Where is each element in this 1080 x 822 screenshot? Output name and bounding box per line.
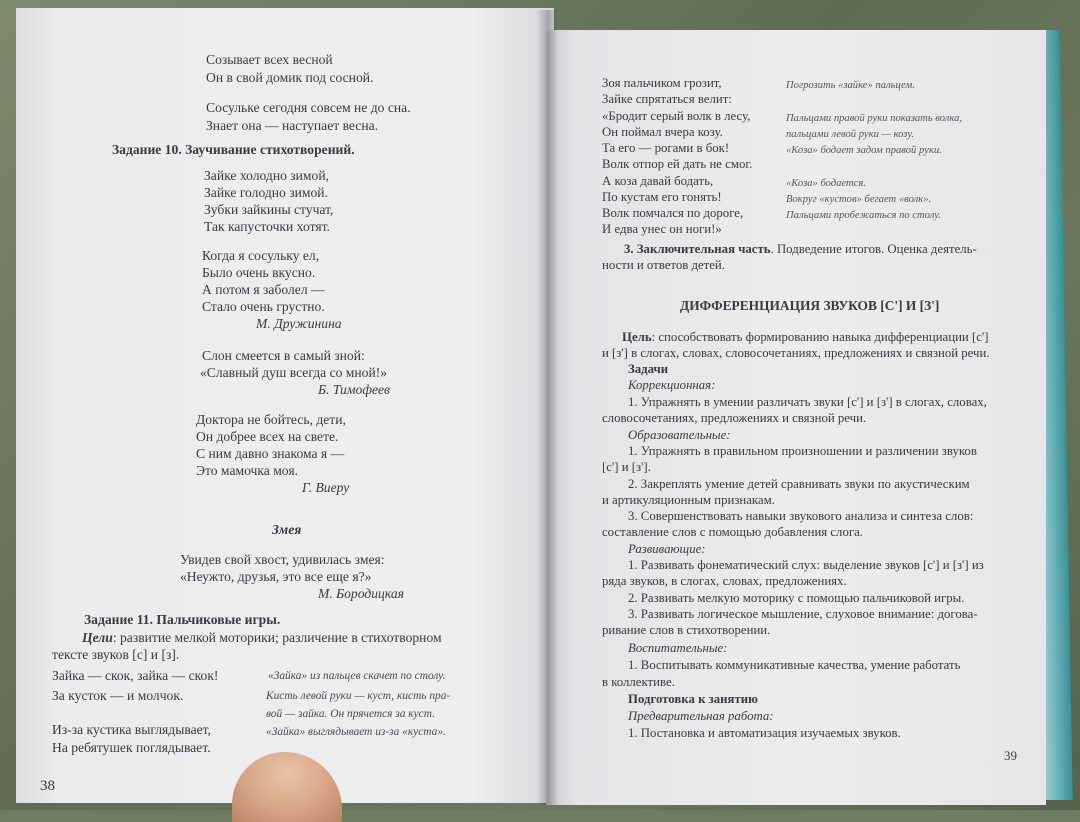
text-line: и артикуляционным признакам. [602,493,775,507]
game-note: Кисть левой руки — куст, кисть пра- [266,690,451,702]
goals-label: Цели [82,630,113,645]
rhyme-line: Волк отпор ей дать не смог. [602,157,753,171]
rhyme-line: Зоя пальчиком грозит, [602,76,722,90]
text-line: С ним давно знакома я — [196,446,345,461]
text-line: Знает она — наступает весна. [206,118,379,133]
rhyme-line: А коза давай бодать, [602,174,714,188]
text-line: Стало очень грустно. [202,299,325,314]
rhyme-line: И едва унес он ноги!» [602,222,722,236]
text-line: Когда я сосульку ел, [202,248,320,263]
rhyme-line: Волк помчался по дороге, [602,206,744,220]
text-line: «Славный душ всегда со мной!» [200,365,388,380]
text-line: Он в свой домик под сосной. [206,70,374,85]
final-part-text: . Подведение итогов. Оценка деятель- [770,242,977,256]
text-line: 1. Постановка и автоматизация изучаемых звуков. [628,726,901,740]
left-page [16,8,554,803]
text-line: Созывает всех весной [206,52,333,67]
game-note: «Зайка» из пальцев скачет по столу. [268,670,446,682]
text-line: 1. Упражнять в умении различать звуки [с'] и [з'] в слогах, словах, [628,395,987,409]
text-line: 1. Воспитывать коммуникативные качества, умение работать [628,658,961,672]
prep-heading: Подготовка к занятию [628,692,758,706]
text-line: 2. Закреплять умение детей сравнивать звуки по акустическим [628,477,970,491]
text-line: Так капусточки хотят. [204,219,330,234]
text-line: тексте звуков [с] и [з]. [52,647,180,662]
final-part-label: 3. Заключительная часть [624,242,771,256]
rhyme-note: Пальцами пробежаться по столу. [786,210,941,221]
book-gutter [536,10,558,805]
goal-text: : способствовать формированию навыка дифференциации [с'] [651,330,989,344]
rhyme-note: Вокруг «кустов» бегает «волк». [786,194,932,205]
goals-line [82,630,442,646]
author-name: Б. Тимофеев [318,382,390,397]
rhyme-line: Та его — рогами в бок! [602,141,730,155]
goal-line [622,330,988,345]
rhyme-line: Он поймал вчера козу. [602,125,723,139]
rhyme-note: «Коза» бодается. [786,178,866,189]
subheading: Воспитательные: [628,641,728,655]
subheading: Коррекционная: [628,378,716,392]
game-line: Из-за кустика выглядывает, [52,722,211,737]
text-line: 3. Совершенствовать навыки звукового анализа и синтеза слов: [628,509,974,523]
task-11-heading: Задание 11. Пальчиковые игры. [84,612,281,627]
text-line: в коллективе. [602,675,675,689]
subheading: Образовательные: [628,428,731,442]
text-line: «Неужто, друзья, это все еще я?» [180,569,372,584]
text-line: Было очень вкусно. [202,265,316,280]
text-line: составление слов с помощью добавления слога. [602,525,863,539]
rhyme-note: пальцами левой руки — козу. [786,129,915,140]
page-number: 38 [40,778,55,794]
text-line: Доктора не бойтесь, дети, [196,412,346,427]
text-line: словосочетаниях, предложениях и связной речи. [602,411,867,425]
right-page [546,30,1046,805]
text-line: 1. Развивать фонематический слух: выделение звуков [с'] и [з'] из [628,558,984,572]
text-line: ряда звуков, в слогах, словах, предложениях. [602,574,847,588]
text-line: Увидев свой хвост, удивилась змея: [180,552,385,567]
author-name: М. Дружинина [256,316,342,331]
game-line: Зайка — скок, зайка — скок! [52,668,219,683]
text-line: ривание слов в стихотворении. [602,623,771,637]
game-line: На ребятушек поглядывает. [52,740,211,755]
rhyme-line: Зайке спрятаться велит: [602,92,732,106]
goal-label: Цель [622,330,652,344]
author-name: М. Бородицкая [318,586,404,601]
tasks-heading: Задачи [628,362,669,376]
text-line: [с'] и [з']. [602,460,651,474]
rhyme-note: Пальцами правой руки показать волка, [786,113,963,124]
author-name: Г. Виеру [302,480,350,495]
rhyme-note: Погрозить «зайке» пальцем. [786,80,915,91]
subheading: Развивающие: [628,542,706,556]
section-title: ДИФФЕРЕНЦИАЦИЯ ЗВУКОВ [С'] И [З'] [680,298,940,313]
poem-title: Змея [272,522,302,537]
text-line: Слон смеется в самый зной: [202,348,365,363]
game-line: За кусток — и молчок. [52,688,184,703]
text-line: Это мамочка моя. [196,463,298,478]
text-line: ности и ответов детей. [602,258,725,272]
game-note: вой — зайка. Он прячется за куст. [266,708,435,720]
text-line: 3. Развивать логическое мышление, слуховое внимание: догова- [628,607,978,621]
rhyme-line: «Бродит серый волк в лесу, [602,109,751,123]
text-line: Сосульке сегодня совсем не до сна. [206,100,411,115]
text-line: и [з'] в слогах, словах, словосочетаниях, предложениях и связной речи. [602,346,990,360]
rhyme-note: «Коза» бодает задом правой руки. [786,145,942,156]
task-10-heading: Задание 10. Заучивание стихотворений. [112,142,355,157]
goals-text: : развитие мелкой моторики; различение в стихотворном [112,630,442,645]
rhyme-line: По кустам его гонять! [602,190,722,204]
text-line: Зубки зайкины стучат, [204,202,334,217]
text-line: Зайке холодно зимой, [204,168,330,183]
final-part-line [624,242,977,257]
text-line: 2. Развивать мелкую моторику с помощью пальчиковой игры. [628,591,965,605]
subheading: Предварительная работа: [628,709,774,723]
text-line: А потом я заболел — [202,282,325,297]
text-line: 1. Упражнять в правильном произношении и различении звуков [628,444,977,458]
game-note: «Зайка» выглядывает из-за «куста». [266,726,446,738]
text-line: Он добрее всех на свете. [196,429,339,444]
page-number: 39 [1004,748,1017,763]
text-line: Зайке голодно зимой. [204,185,328,200]
